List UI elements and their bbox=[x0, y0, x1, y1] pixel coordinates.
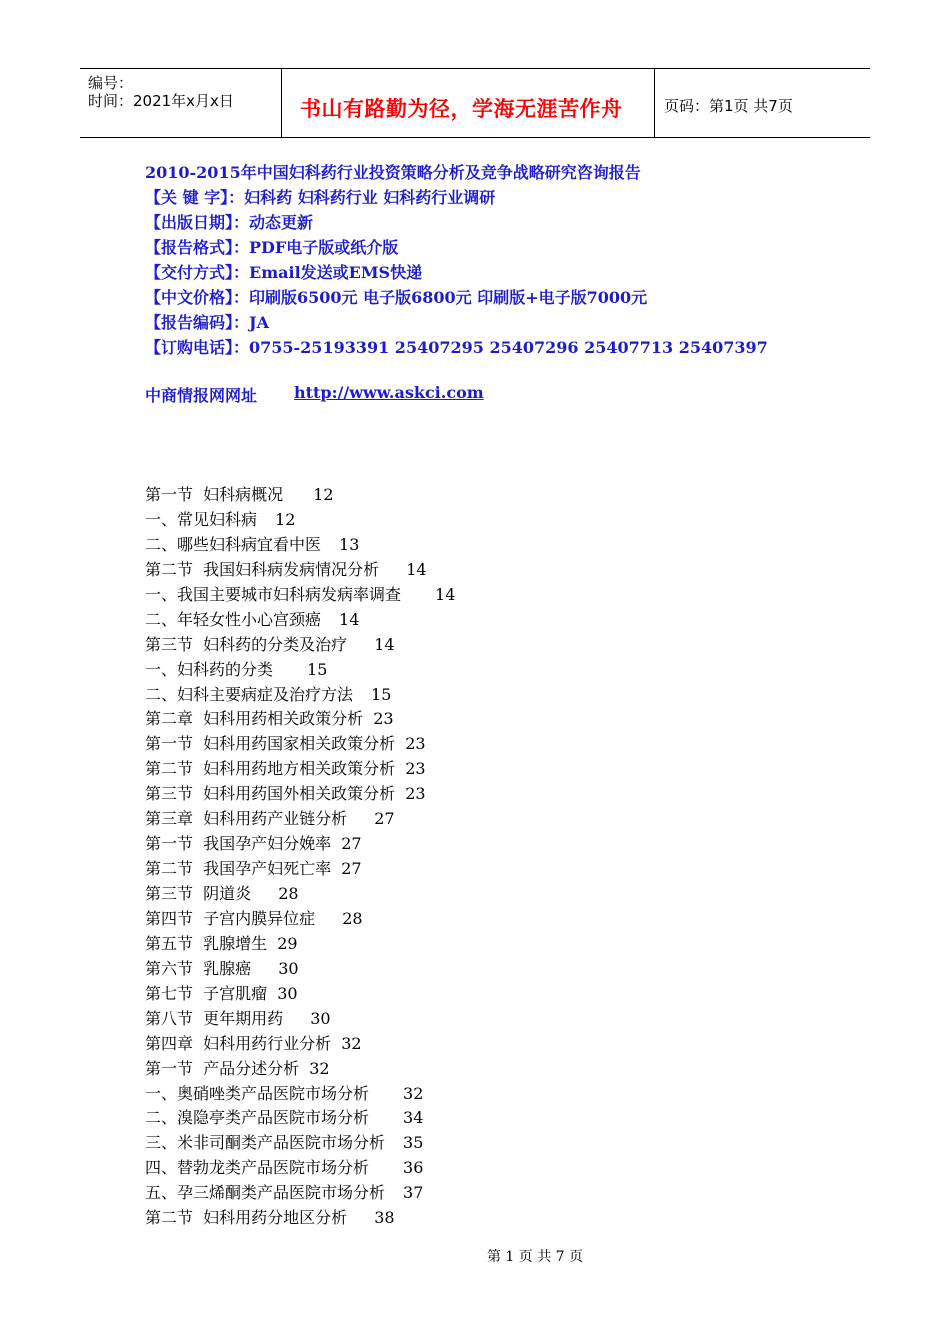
toc-item-text: 第四节 子宫内膜异位症 bbox=[145, 908, 316, 928]
report-delivery: 【交付方式】：Email发送或EMS快递 bbox=[145, 263, 423, 282]
toc-item-text: 第二节 我国妇科病发病情况分析 bbox=[145, 559, 380, 579]
toc-item-page: 30 bbox=[310, 1008, 331, 1028]
toc-item-text: 第三章 妇科用药产业链分析 bbox=[145, 809, 348, 829]
toc-item-text: 第二章 妇科用药相关政策分析 bbox=[145, 709, 364, 729]
toc-item-text: 第一节 产品分述分析 bbox=[145, 1058, 300, 1078]
toc-item-text: 一、常见妇科病 bbox=[145, 509, 258, 529]
toc-item-page: 32 bbox=[403, 1083, 424, 1103]
toc-item-page: 14 bbox=[339, 609, 360, 629]
header-table bbox=[80, 68, 870, 138]
report-info bbox=[145, 160, 768, 360]
toc-item-text: 第一节 我国孕产妇分娩率 bbox=[145, 834, 332, 854]
toc-item-page: 15 bbox=[371, 684, 392, 704]
toc-item-page: 30 bbox=[277, 983, 298, 1003]
page-footer bbox=[0, 1246, 950, 1266]
report-keywords: 【关 键 字】：妇科药 妇科药行业 妇科药行业调研 bbox=[145, 188, 496, 207]
toc-item-page: 38 bbox=[374, 1208, 395, 1228]
toc-item bbox=[145, 856, 455, 881]
toc-item-text: 第五节 乳腺增生 bbox=[145, 933, 268, 953]
toc-item bbox=[145, 906, 455, 931]
toc-item-text: 三、米非司酮类产品医院市场分析 bbox=[145, 1133, 386, 1153]
toc-item-text: 第三节 妇科药的分类及治疗 bbox=[145, 634, 348, 654]
toc-item bbox=[145, 507, 455, 532]
toc-item-text: 第三节 妇科用药国外相关政策分析 bbox=[145, 784, 396, 804]
toc-item bbox=[145, 557, 455, 582]
toc-item-page: 37 bbox=[403, 1183, 424, 1203]
toc-item-page: 36 bbox=[403, 1158, 424, 1178]
toc-item-page: 14 bbox=[406, 559, 427, 579]
toc-item-text: 二、年轻女性小心宫颈癌 bbox=[145, 609, 322, 629]
table-of-contents bbox=[145, 482, 455, 1230]
toc-item-page: 32 bbox=[309, 1058, 330, 1078]
toc-item-page: 14 bbox=[435, 584, 456, 604]
toc-item bbox=[145, 931, 455, 956]
toc-item bbox=[145, 1081, 455, 1106]
toc-item-page: 35 bbox=[403, 1133, 424, 1153]
report-price: 【中文价格】：印刷版6500元 电子版6800元 印刷版+电子版7000元 bbox=[145, 288, 648, 307]
toc-item bbox=[145, 1105, 455, 1130]
toc-item bbox=[145, 632, 455, 657]
report-phone: 【订购电话】：0755-25193391 25407295 25407296 25407713 25407397 bbox=[145, 338, 768, 357]
report-code: 【报告编码】：JA bbox=[145, 313, 269, 332]
toc-item-page: 12 bbox=[275, 509, 296, 529]
toc-item-text: 第三节 阴道炎 bbox=[145, 884, 252, 903]
toc-item-page: 14 bbox=[374, 634, 395, 654]
toc-item-text: 一、妇科药的分类 bbox=[145, 659, 274, 679]
toc-item bbox=[145, 731, 455, 756]
toc-item-text: 第七节 子宫肌瘤 bbox=[145, 983, 268, 1003]
toc-item-text: 第六节 乳腺癌 bbox=[145, 958, 252, 978]
toc-item-page: 12 bbox=[313, 485, 334, 504]
toc-item bbox=[145, 706, 455, 731]
header-left-cell bbox=[80, 69, 282, 137]
toc-item-page: 23 bbox=[405, 784, 426, 804]
toc-item-text: 第二节 妇科用药地方相关政策分析 bbox=[145, 759, 396, 779]
toc-item-text: 第一节 妇科病概况 bbox=[145, 485, 284, 504]
toc-item-text: 二、妇科主要病症及治疗方法 bbox=[145, 684, 354, 704]
toc-item bbox=[145, 956, 455, 981]
footer-page-number: 第 1 页 共 7 页 bbox=[486, 1249, 584, 1265]
toc-item-page: 32 bbox=[341, 1033, 362, 1053]
toc-item bbox=[145, 682, 455, 707]
toc-item-text: 第二节 妇科用药分地区分析 bbox=[145, 1208, 348, 1228]
toc-item bbox=[145, 482, 455, 507]
toc-item-page: 15 bbox=[307, 659, 328, 679]
toc-item-page: 30 bbox=[278, 958, 299, 978]
toc-item-page: 28 bbox=[342, 908, 363, 928]
toc-item-text: 第二节 我国孕产妇死亡率 bbox=[145, 859, 332, 879]
page-label: 页码：第1页 共7页 bbox=[664, 97, 793, 115]
motto-text: 书山有路勤为径，学海无涯苦作舟 bbox=[300, 97, 623, 121]
toc-item bbox=[145, 806, 455, 831]
report-publish-date: 【出版日期】：动态更新 bbox=[145, 213, 314, 232]
number-label: 编号： bbox=[88, 74, 134, 92]
toc-item bbox=[145, 1056, 455, 1081]
toc-item-page: 29 bbox=[277, 933, 298, 953]
toc-item-text: 四、替勃龙类产品医院市场分析 bbox=[145, 1158, 370, 1178]
toc-item-text: 第四章 妇科用药行业分析 bbox=[145, 1033, 332, 1053]
toc-item-page: 23 bbox=[405, 734, 426, 754]
header-right-cell bbox=[655, 69, 870, 137]
toc-item-text: 二、哪些妇科病宜看中医 bbox=[145, 534, 322, 554]
toc-item-page: 23 bbox=[373, 709, 394, 729]
toc-item-text: 二、溴隐亭类产品医院市场分析 bbox=[145, 1108, 370, 1128]
toc-item bbox=[145, 1130, 455, 1155]
toc-item-page: 23 bbox=[405, 759, 426, 779]
site-line bbox=[145, 383, 484, 406]
toc-item bbox=[145, 1155, 455, 1180]
toc-item-page: 28 bbox=[278, 884, 299, 903]
toc-item-page: 13 bbox=[339, 534, 360, 554]
toc-item-page: 34 bbox=[403, 1108, 424, 1128]
site-url-link[interactable]: http://www.askci.com bbox=[294, 383, 484, 402]
toc-item bbox=[145, 1031, 455, 1056]
toc-item bbox=[145, 881, 455, 906]
toc-item bbox=[145, 582, 455, 607]
toc-item bbox=[145, 657, 455, 682]
toc-item-text: 第一节 妇科用药国家相关政策分析 bbox=[145, 734, 396, 754]
toc-item-text: 一、奥硝唑类产品医院市场分析 bbox=[145, 1083, 370, 1103]
toc-item bbox=[145, 756, 455, 781]
toc-item bbox=[145, 1180, 455, 1205]
toc-item-text: 五、孕三烯酮类产品医院市场分析 bbox=[145, 1183, 386, 1203]
toc-item bbox=[145, 781, 455, 806]
toc-item-page: 27 bbox=[374, 809, 395, 829]
toc-item bbox=[145, 532, 455, 557]
toc-item-page: 27 bbox=[341, 859, 362, 879]
toc-item-page: 27 bbox=[341, 834, 362, 854]
report-format: 【报告格式】：PDF电子版或纸介版 bbox=[145, 238, 399, 257]
report-title: 2010-2015年中国妇科药行业投资策略分析及竞争战略研究咨询报告 bbox=[145, 163, 641, 182]
toc-item bbox=[145, 607, 455, 632]
toc-item bbox=[145, 981, 455, 1006]
toc-item bbox=[145, 1205, 455, 1230]
toc-item-text: 第八节 更年期用药 bbox=[145, 1008, 284, 1028]
toc-item bbox=[145, 831, 455, 856]
header-middle-cell bbox=[282, 69, 655, 137]
toc-item-text: 一、我国主要城市妇科病发病率调查 bbox=[145, 584, 402, 604]
toc-item bbox=[145, 1006, 455, 1031]
site-label: 中商情报网网址 bbox=[145, 386, 258, 405]
date-label: 时间：2021年x月x日 bbox=[88, 92, 234, 110]
